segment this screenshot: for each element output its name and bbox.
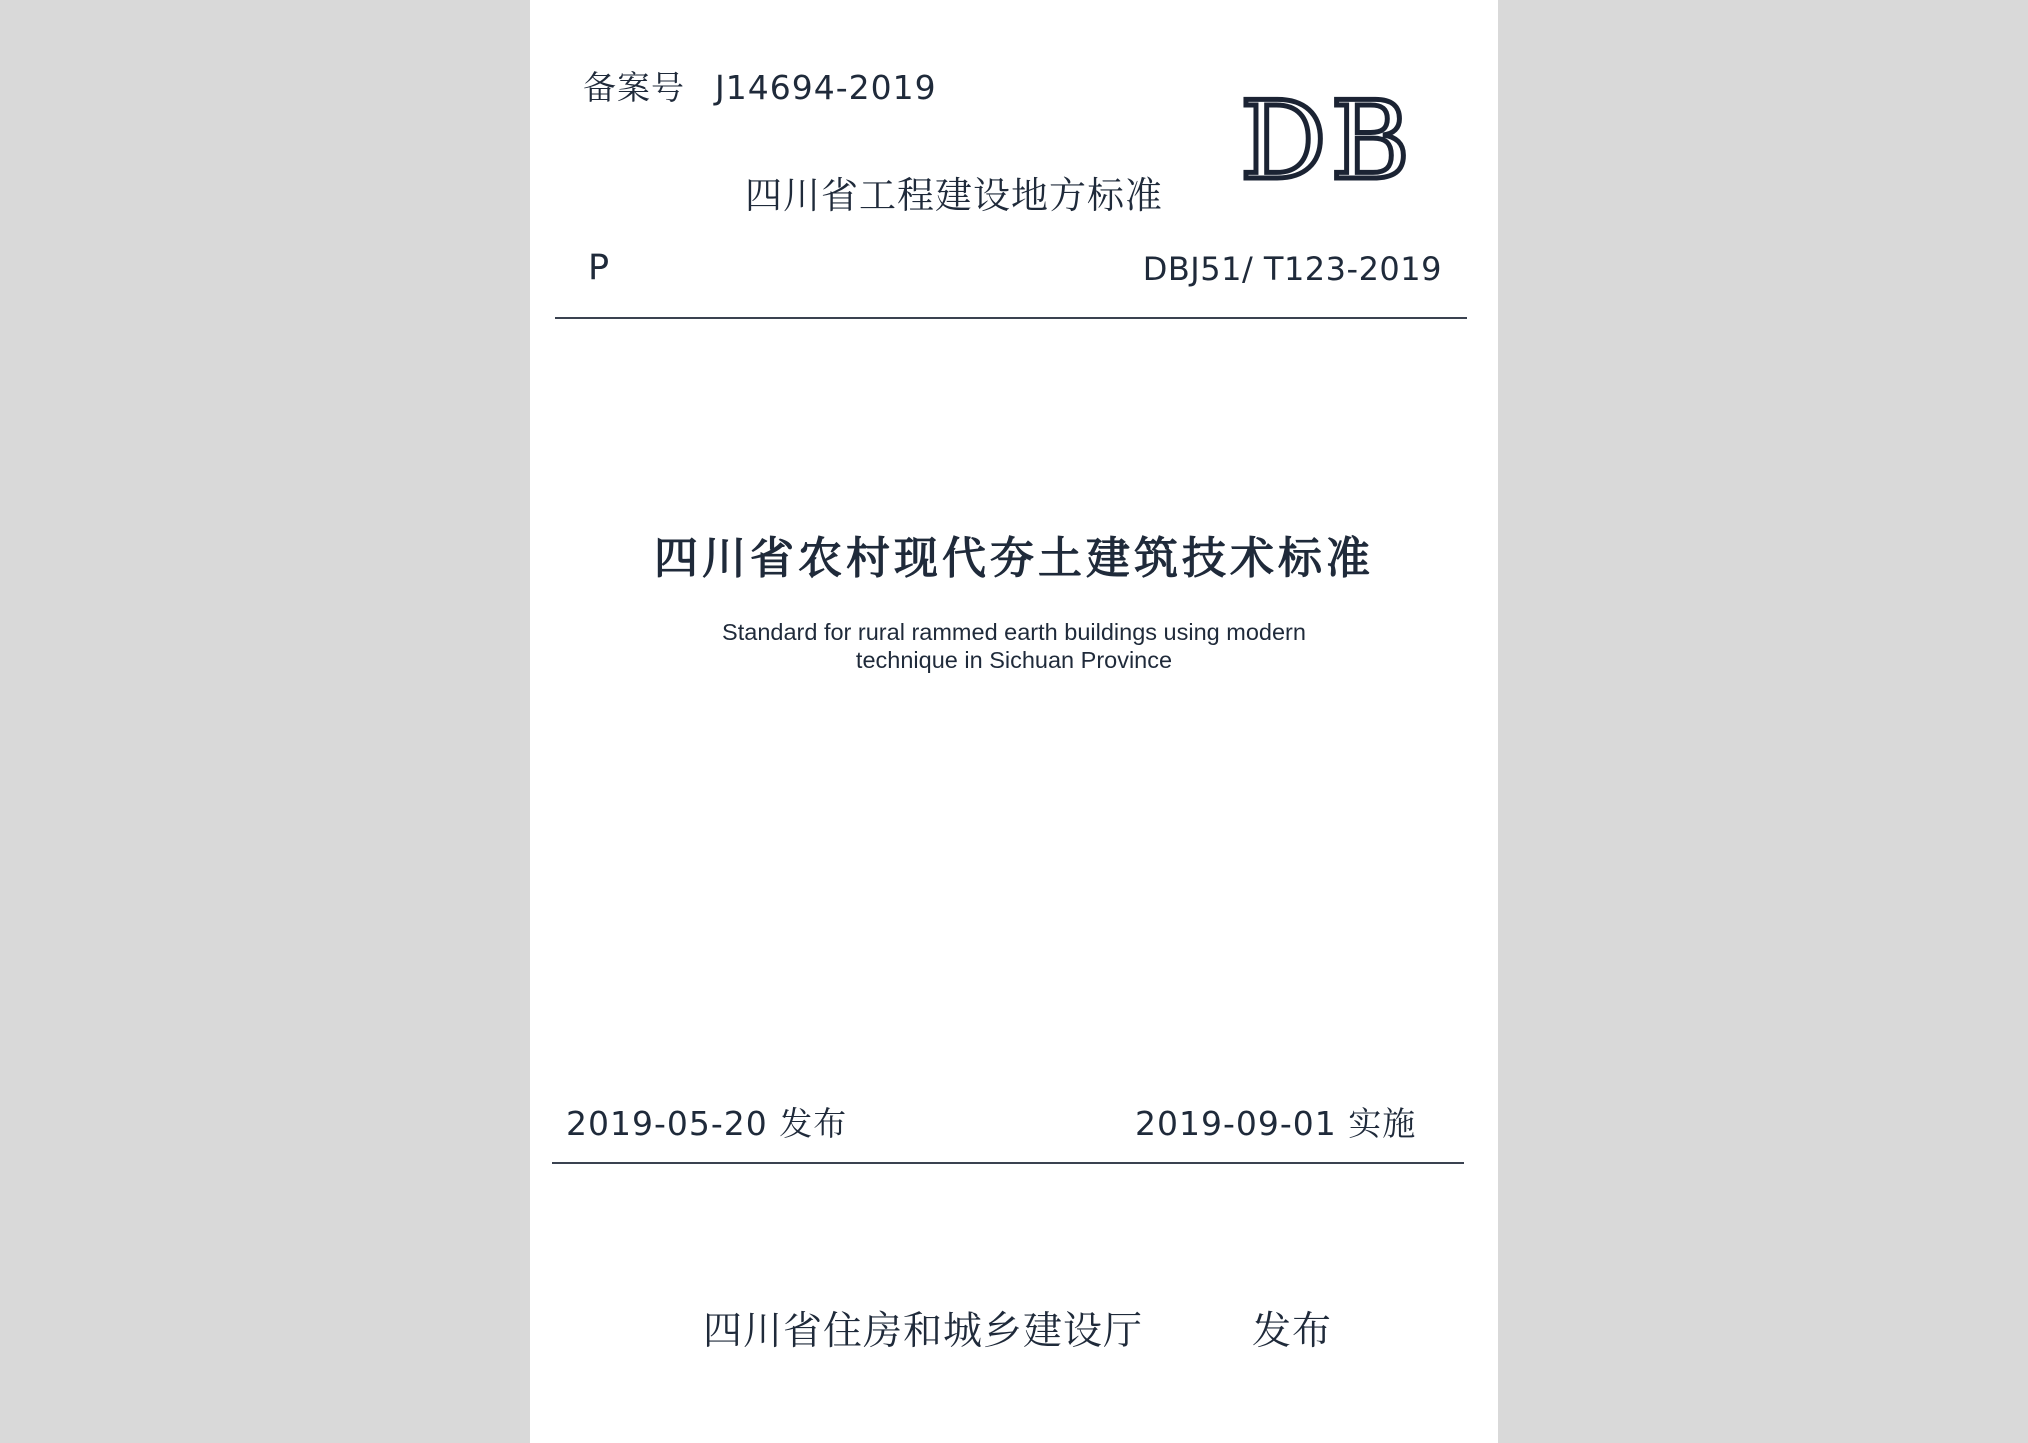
- bottom-divider: [552, 1162, 1464, 1164]
- issue-label: 发布: [1252, 1309, 1333, 1354]
- top-divider: [555, 317, 1467, 319]
- record-label: 备案号: [583, 68, 685, 107]
- record-number: [583, 62, 937, 109]
- title-english: [530, 618, 1498, 674]
- document-cover: [530, 0, 1498, 1443]
- standard-code: DBJ51/ T123-2019: [1142, 250, 1442, 288]
- title-english-line-2: technique in Sichuan Province: [855, 647, 1173, 673]
- record-value: J14694-2019: [715, 68, 937, 107]
- classification-code: P: [588, 248, 610, 288]
- issuing-authority: 四川省住房和城乡建设厅: [703, 1309, 1144, 1354]
- publication-date: 2019-05-20 发布: [566, 1104, 848, 1143]
- title-chinese: 四川省农村现代夯土建筑技术标准: [654, 533, 1374, 584]
- standard-series-title: 四川省工程建设地方标准: [745, 174, 1163, 217]
- implementation-date: 2019-09-01 实施: [1135, 1104, 1417, 1143]
- db-logo: DB: [1240, 79, 1414, 204]
- title-english-line-1: Standard for rural rammed earth buildings using modern: [722, 619, 1306, 645]
